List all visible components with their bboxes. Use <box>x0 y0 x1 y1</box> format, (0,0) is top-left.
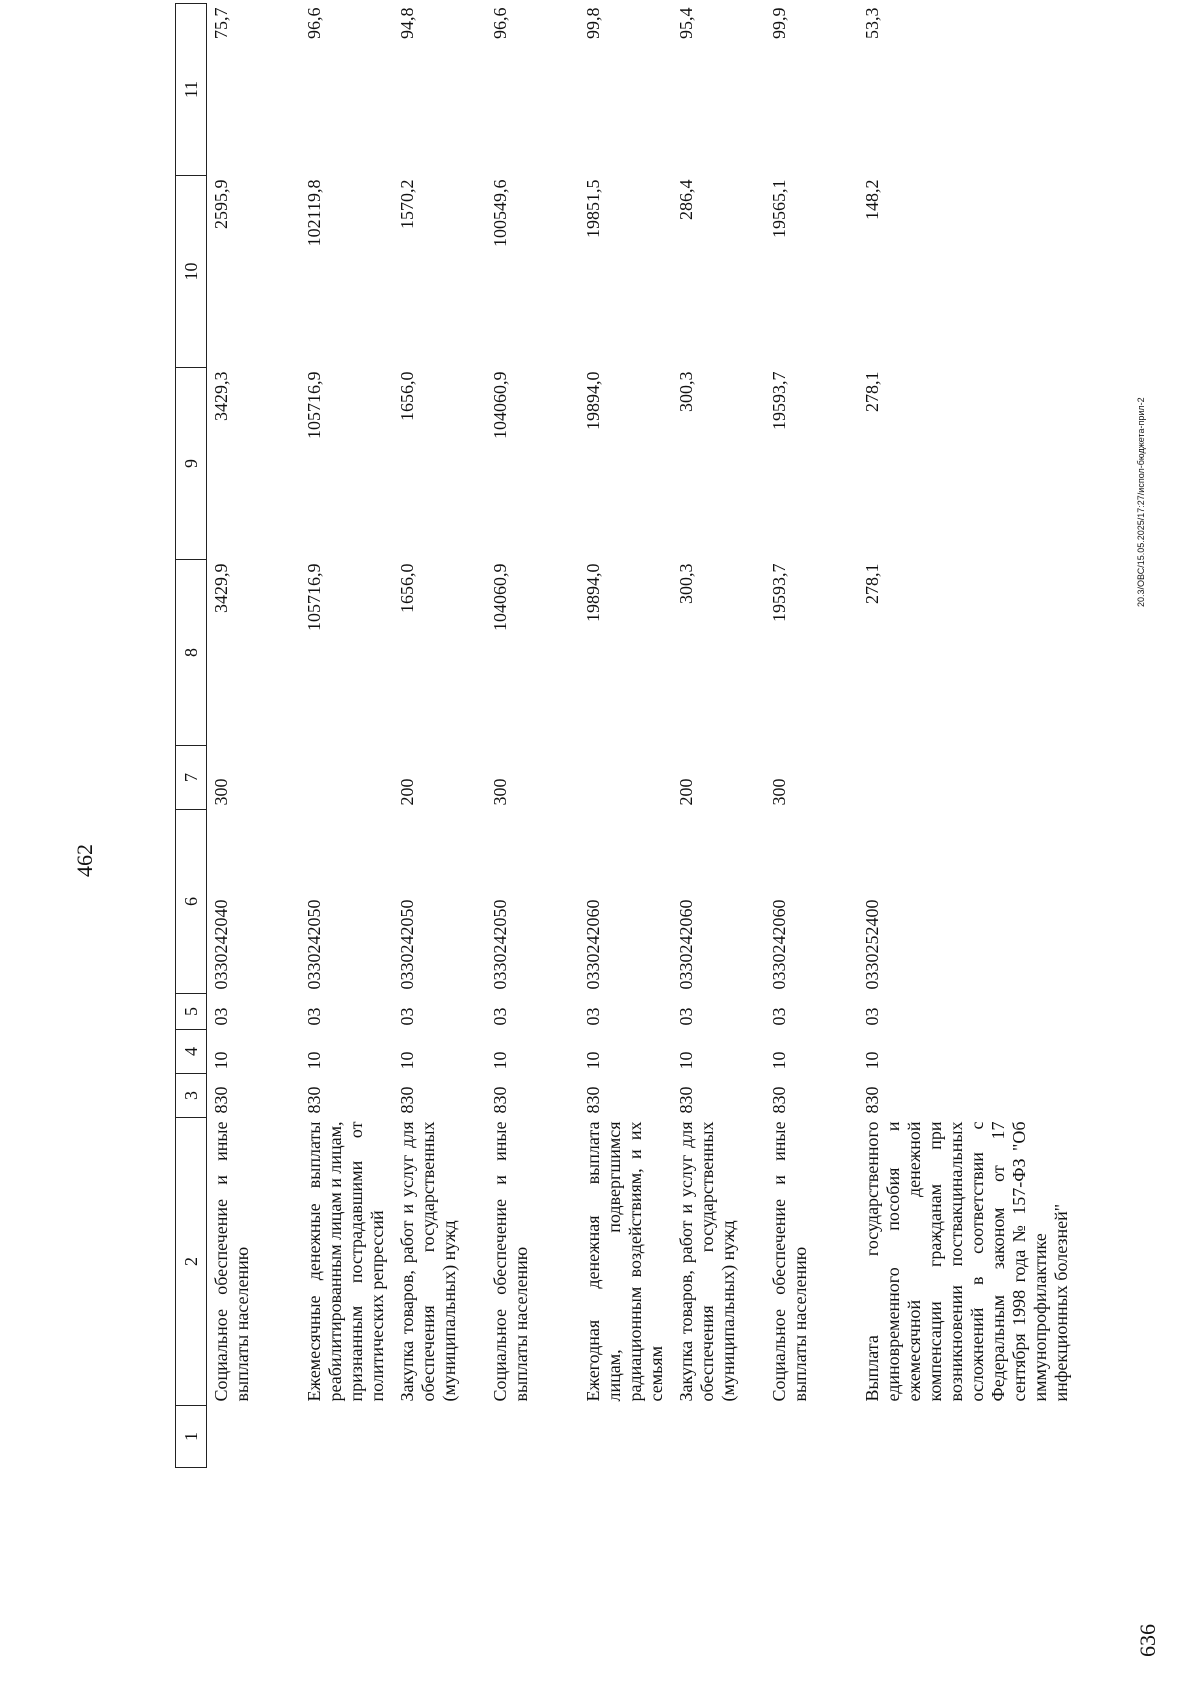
cell-col-7: 200 <box>676 778 696 806</box>
header-col-10: 10 <box>176 176 207 368</box>
cell-col-5: 03 <box>304 1007 324 1026</box>
cell-col-7: 300 <box>211 778 231 806</box>
cell-col-4: 10 <box>304 1051 324 1070</box>
header-col-8: 8 <box>176 560 207 746</box>
cell-col-4: 10 <box>862 1051 882 1070</box>
cell-col-9: 105716,9 <box>304 371 324 439</box>
header-col-4: 4 <box>176 1030 207 1074</box>
cell-col-10: 19851,5 <box>583 179 603 238</box>
header-col-6: 6 <box>176 810 207 994</box>
table-row <box>579 4 672 1468</box>
header-col-2: 2 <box>176 1118 207 1406</box>
cell-col-8: 104060,9 <box>490 563 510 631</box>
row-number-cell <box>393 1406 486 1468</box>
cell-col-9: 1656,0 <box>397 371 417 421</box>
header-col-1: 1 <box>176 1406 207 1468</box>
cell-col-9: 300,3 <box>676 371 696 412</box>
cell-col-5: 03 <box>862 1007 882 1026</box>
cell-col-9: 19593,7 <box>769 371 789 430</box>
row-name: Закупка товаров, работ и услуг для обеспечения государственных (муниципальных) нужд <box>676 1121 738 1402</box>
cell-col-10: 1570,2 <box>397 179 417 229</box>
header-col-3: 3 <box>176 1074 207 1118</box>
cell-col-3: 830 <box>304 1086 324 1114</box>
row-name: Социальное обеспечение и иные выплаты населению <box>211 1121 252 1402</box>
cell-col-11: 95,4 <box>676 7 696 39</box>
row-name: Закупка товаров, работ и услуг для обеспечения государственных (муниципальных) нужд <box>397 1121 459 1402</box>
cell-col-3: 830 <box>676 1086 696 1114</box>
row-number-cell <box>765 1406 858 1468</box>
budget-table <box>175 3 1072 1468</box>
cell-col-8: 278,1 <box>862 563 882 604</box>
cell-col-7: 300 <box>490 778 510 806</box>
cell-col-11: 96,6 <box>304 7 324 39</box>
header-col-11: 11 <box>176 4 207 176</box>
table-row <box>765 4 858 1468</box>
cell-col-10: 148,2 <box>862 179 882 220</box>
cell-col-5: 03 <box>490 1007 510 1026</box>
cell-col-9: 3429,3 <box>211 371 231 421</box>
cell-col-5: 03 <box>769 1007 789 1026</box>
table-row <box>300 4 393 1468</box>
cell-col-6: 0330242060 <box>769 899 789 990</box>
row-name: Ежегодная денежная выплата лицам, подвергшимся радиационным воздействиям, и их семьям <box>583 1121 666 1402</box>
cell-col-11: 53,3 <box>862 7 882 39</box>
cell-col-11: 94,8 <box>397 7 417 39</box>
table-header-row <box>176 4 207 1468</box>
cell-col-3: 830 <box>583 1086 603 1114</box>
table-row <box>672 4 765 1468</box>
table-row <box>858 4 1072 1468</box>
header-col-7: 7 <box>176 746 207 810</box>
row-number-cell <box>486 1406 579 1468</box>
cell-col-4: 10 <box>211 1051 231 1070</box>
row-number-cell <box>300 1406 393 1468</box>
cell-col-10: 100549,6 <box>490 179 510 247</box>
cell-col-9: 104060,9 <box>490 371 510 439</box>
cell-col-11: 96,6 <box>490 7 510 39</box>
cell-col-5: 03 <box>397 1007 417 1026</box>
row-name: Ежемесячные денежные выплаты реабилитированным лицам и лицам, признанным пострадавшими от политических репрессий <box>304 1121 387 1402</box>
cell-col-7: 200 <box>397 778 417 806</box>
cell-col-9: 278,1 <box>862 371 882 412</box>
cell-col-3: 830 <box>211 1086 231 1114</box>
cell-col-8: 19894,0 <box>583 563 603 622</box>
header-col-5: 5 <box>176 994 207 1030</box>
cell-col-5: 03 <box>676 1007 696 1026</box>
cell-col-4: 10 <box>676 1051 696 1070</box>
page-number: 462 <box>72 844 97 877</box>
cell-col-7 <box>579 746 672 810</box>
cell-col-7 <box>300 746 393 810</box>
header-col-9: 9 <box>176 368 207 560</box>
table-row <box>486 4 579 1468</box>
table-row <box>207 4 301 1468</box>
cell-col-4: 10 <box>769 1051 789 1070</box>
cell-col-11: 75,7 <box>211 7 231 39</box>
cell-col-6: 0330242050 <box>490 899 510 990</box>
cell-col-10: 2595,9 <box>211 179 231 229</box>
cell-col-6: 0330252400 <box>862 899 882 990</box>
cell-col-8: 300,3 <box>676 563 696 604</box>
cell-col-11: 99,9 <box>769 7 789 39</box>
cell-col-10: 286,4 <box>676 179 696 220</box>
cell-col-3: 830 <box>862 1086 882 1114</box>
cell-col-11: 99,8 <box>583 7 603 39</box>
cell-col-10: 102119,8 <box>304 179 324 247</box>
cell-col-4: 10 <box>490 1051 510 1070</box>
cell-col-3: 830 <box>397 1086 417 1114</box>
cell-col-4: 10 <box>583 1051 603 1070</box>
cell-col-3: 830 <box>490 1086 510 1114</box>
cell-col-6: 0330242060 <box>583 899 603 990</box>
cell-col-6: 0330242050 <box>397 899 417 990</box>
cell-col-7 <box>858 746 1072 810</box>
cell-col-5: 03 <box>583 1007 603 1026</box>
row-number-cell <box>672 1406 765 1468</box>
cell-col-8: 19593,7 <box>769 563 789 622</box>
row-name: Выплата государственного единовременного пособия и ежемесячной денежной компенсации гражданам при возникновении поствакцинальных осложнений в соответствии с Федеральным законом от 17 сентября 1998 года № 157-ФЗ "Об иммунопрофилактике инфекционных болезней" <box>862 1121 1071 1402</box>
cell-col-4: 10 <box>397 1051 417 1070</box>
row-number-cell <box>579 1406 672 1468</box>
cell-col-7: 300 <box>769 778 789 806</box>
row-name: Социальное обеспечение и иные выплаты населению <box>769 1121 810 1402</box>
row-number-cell <box>858 1406 1072 1468</box>
row-number-cell <box>207 1406 301 1468</box>
cell-col-3: 830 <box>769 1086 789 1114</box>
cell-col-6: 0330242040 <box>211 899 231 990</box>
cell-col-6: 0330242060 <box>676 899 696 990</box>
document-code: 20.3/ОВС/15.05.2025/17:27/испол-бюджета-прил-2 <box>1136 397 1146 607</box>
cell-col-6: 0330242050 <box>304 899 324 990</box>
table-row <box>393 4 486 1468</box>
cell-col-5: 03 <box>211 1007 231 1026</box>
row-name: Социальное обеспечение и иные выплаты населению <box>490 1121 531 1402</box>
cell-col-8: 1656,0 <box>397 563 417 613</box>
cell-col-8: 3429,9 <box>211 563 231 613</box>
cell-col-8: 105716,9 <box>304 563 324 631</box>
cell-col-9: 19894,0 <box>583 371 603 430</box>
corner-page-number: 636 <box>1135 1624 1160 1657</box>
cell-col-10: 19565,1 <box>769 179 789 238</box>
